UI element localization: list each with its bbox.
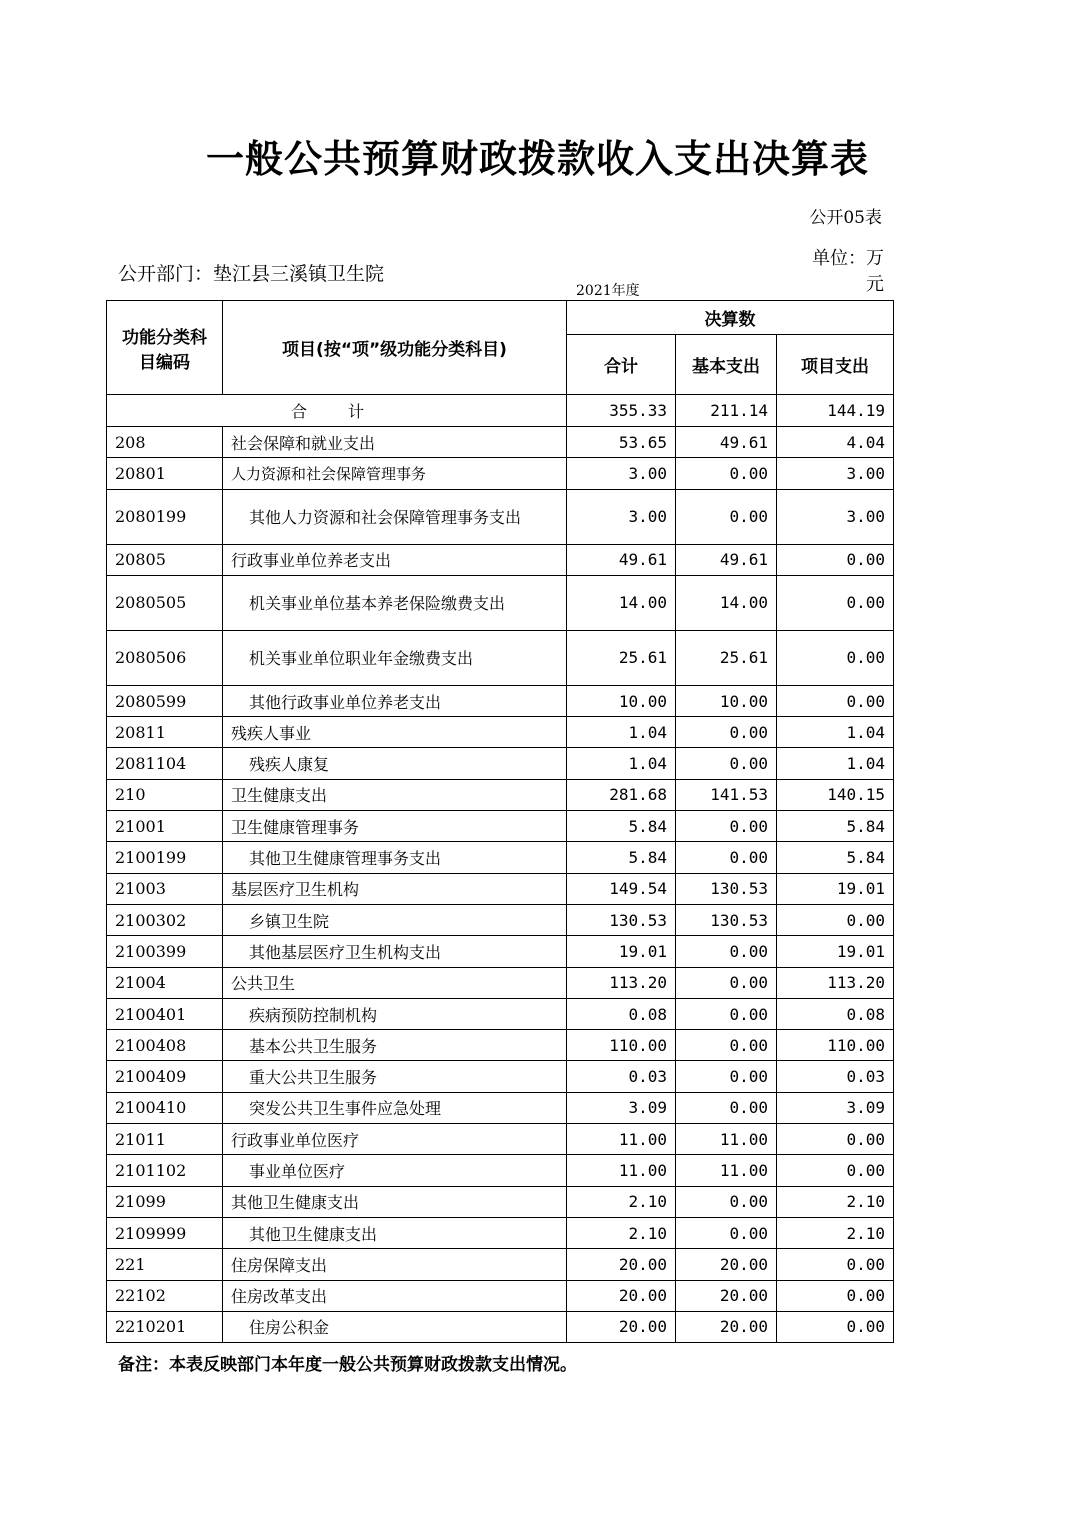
row-name: [223, 748, 567, 779]
row-code: 2100401: [107, 998, 223, 1029]
row-basic: 0.00: [676, 967, 777, 998]
row-code: 2210201: [107, 1311, 223, 1342]
row-name-text: 其他基层医疗卫生机构支出: [249, 942, 442, 962]
row-project: 0.00: [777, 630, 894, 685]
table-row: [107, 1280, 894, 1311]
row-total: 3.09: [567, 1092, 676, 1123]
row-project: 3.09: [777, 1092, 894, 1123]
header-item: 项目(按“项”级功能分类科目): [223, 301, 567, 395]
row-basic: 130.53: [676, 873, 777, 904]
row-project: 0.00: [777, 904, 894, 935]
row-name-text: 社会保障和就业支出: [231, 433, 376, 453]
row-name-text: 卫生健康支出: [231, 786, 328, 806]
row-basic: 0.00: [676, 1030, 777, 1061]
row-name-text: 其他卫生健康支出: [231, 1193, 360, 1213]
table-row: [107, 998, 894, 1029]
row-total: 20.00: [567, 1311, 676, 1342]
row-project: 110.00: [777, 1030, 894, 1061]
total-project: 144.19: [777, 395, 894, 427]
table-row: [107, 1155, 894, 1186]
table-row: [107, 904, 894, 935]
row-name: [223, 1186, 567, 1217]
row-total: 0.08: [567, 998, 676, 1029]
header-total: 合计: [567, 335, 676, 395]
row-name-text: 基本公共卫生服务: [249, 1036, 378, 1056]
row-name-text: 其他卫生健康管理事务支出: [249, 849, 442, 869]
table-row: [107, 489, 894, 544]
row-project: 0.00: [777, 1311, 894, 1342]
page-title: 一般公共预算财政拨款收入支出决算表: [205, 137, 869, 181]
row-basic: 0.00: [676, 489, 777, 544]
table-row: [107, 544, 894, 575]
appropriation-table: [106, 300, 894, 1343]
row-name: [223, 779, 567, 810]
row-name-text: 残疾人康复: [249, 755, 330, 775]
table-row: [107, 630, 894, 685]
header-group: 决算数: [567, 301, 894, 335]
table-row: [107, 685, 894, 716]
table-row: [107, 967, 894, 998]
row-code: 2101102: [107, 1155, 223, 1186]
row-basic: 20.00: [676, 1280, 777, 1311]
row-name-text: 其他人力资源和社会保障管理事务支出: [249, 508, 522, 528]
row-code: 21003: [107, 873, 223, 904]
row-name: [223, 489, 567, 544]
row-total: 11.00: [567, 1124, 676, 1155]
row-name-text: 基层医疗卫生机构: [231, 880, 360, 900]
row-project: 0.00: [777, 575, 894, 630]
row-name: [223, 575, 567, 630]
table-row: [107, 1092, 894, 1123]
table-row: [107, 427, 894, 458]
row-total: 5.84: [567, 842, 676, 873]
row-project: 3.00: [777, 458, 894, 489]
row-basic: 0.00: [676, 748, 777, 779]
row-total: 3.00: [567, 489, 676, 544]
row-total: 0.03: [567, 1061, 676, 1092]
table-row: [107, 1061, 894, 1092]
row-total: 2.10: [567, 1186, 676, 1217]
row-basic: 20.00: [676, 1249, 777, 1280]
row-project: 0.00: [777, 685, 894, 716]
table-row: [107, 575, 894, 630]
row-code: 2100408: [107, 1030, 223, 1061]
row-project: 0.00: [777, 1249, 894, 1280]
row-basic: 130.53: [676, 904, 777, 935]
row-name: [223, 811, 567, 842]
row-project: 113.20: [777, 967, 894, 998]
row-basic: 0.00: [676, 458, 777, 489]
row-project: 0.00: [777, 1124, 894, 1155]
row-name-text: 卫生健康管理事务: [231, 817, 360, 837]
row-name-text: 机关事业单位基本养老保险缴费支出: [249, 594, 506, 614]
row-code: 20811: [107, 717, 223, 748]
row-basic: 10.00: [676, 685, 777, 716]
row-name-text: 乡镇卫生院: [249, 911, 330, 931]
row-project: 5.84: [777, 842, 894, 873]
row-code: 2100302: [107, 904, 223, 935]
table-row: [107, 1030, 894, 1061]
row-code: 2080599: [107, 685, 223, 716]
row-name: [223, 967, 567, 998]
row-name: [223, 936, 567, 967]
row-name-text: 其他卫生健康支出: [249, 1224, 378, 1244]
department-label: 公开部门：垫江县三溪镇卫生院: [118, 263, 385, 285]
row-basic: 0.00: [676, 998, 777, 1029]
row-name: [223, 904, 567, 935]
row-code: 208: [107, 427, 223, 458]
row-name: [223, 1280, 567, 1311]
row-basic: 0.00: [676, 811, 777, 842]
row-project: 4.04: [777, 427, 894, 458]
table-row: [107, 811, 894, 842]
row-total: 1.04: [567, 717, 676, 748]
fiscal-year: 2021年度: [576, 283, 640, 299]
row-name: [223, 544, 567, 575]
table-row: [107, 842, 894, 873]
table-row: [107, 1186, 894, 1217]
row-project: 140.15: [777, 779, 894, 810]
unit-label: [806, 246, 884, 298]
row-basic: 0.00: [676, 936, 777, 967]
row-basic: 0.00: [676, 717, 777, 748]
table-row: [107, 936, 894, 967]
row-code: 2081104: [107, 748, 223, 779]
row-name-text: 突发公共卫生事件应急处理: [249, 1099, 442, 1119]
row-code: 210: [107, 779, 223, 810]
row-total: 19.01: [567, 936, 676, 967]
row-name: [223, 1092, 567, 1123]
row-code: 2100410: [107, 1092, 223, 1123]
row-name-text: 人力资源和社会保障管理事务: [231, 464, 427, 483]
row-project: 0.03: [777, 1061, 894, 1092]
row-code: 20805: [107, 544, 223, 575]
header-code: 功能分类科目编码: [107, 301, 223, 395]
row-name-text: 事业单位医疗: [249, 1161, 346, 1181]
row-name-text: 残疾人事业: [231, 723, 312, 743]
row-code: 2080199: [107, 489, 223, 544]
row-total: 14.00: [567, 575, 676, 630]
row-total: 25.61: [567, 630, 676, 685]
row-basic: 0.00: [676, 1186, 777, 1217]
table-row: [107, 748, 894, 779]
row-code: 221: [107, 1249, 223, 1280]
row-name: [223, 873, 567, 904]
row-name-text: 住房改革支出: [231, 1287, 328, 1307]
row-name: [223, 842, 567, 873]
row-total: 10.00: [567, 685, 676, 716]
row-total: 49.61: [567, 544, 676, 575]
row-code: 2080505: [107, 575, 223, 630]
row-total: 281.68: [567, 779, 676, 810]
row-project: 0.00: [777, 1155, 894, 1186]
unit-line-2: 元: [866, 274, 884, 295]
total-amount: 355.33: [567, 395, 676, 427]
row-basic: 0.00: [676, 1217, 777, 1248]
row-name: [223, 1061, 567, 1092]
row-name: [223, 427, 567, 458]
row-code: 21011: [107, 1124, 223, 1155]
row-name: [223, 1311, 567, 1342]
row-code: 21099: [107, 1186, 223, 1217]
row-project: 19.01: [777, 873, 894, 904]
row-name-text: 疾病预防控制机构: [249, 1005, 378, 1025]
row-total: 2.10: [567, 1217, 676, 1248]
row-project: 2.10: [777, 1186, 894, 1217]
table-row: [107, 873, 894, 904]
row-project: 0.00: [777, 1280, 894, 1311]
total-basic: 211.14: [676, 395, 777, 427]
row-project: 0.08: [777, 998, 894, 1029]
row-project: 1.04: [777, 748, 894, 779]
row-name-text: 行政事业单位医疗: [231, 1130, 360, 1150]
row-name: [223, 685, 567, 716]
row-name: [223, 458, 567, 489]
table-row: [107, 1124, 894, 1155]
row-total: 20.00: [567, 1280, 676, 1311]
table-row: [107, 1249, 894, 1280]
row-code: 2100199: [107, 842, 223, 873]
row-name-text: 公共卫生: [231, 974, 296, 994]
row-name: [223, 717, 567, 748]
row-name-text: 其他行政事业单位养老支出: [249, 692, 442, 712]
row-basic: 11.00: [676, 1155, 777, 1186]
row-basic: 0.00: [676, 1061, 777, 1092]
row-name-text: 机关事业单位职业年金缴费支出: [249, 649, 474, 669]
unit-line-1: 单位：万: [812, 248, 884, 269]
row-code: 21004: [107, 967, 223, 998]
form-number: 公开05表: [809, 208, 882, 228]
row-basic: 141.53: [676, 779, 777, 810]
table-row: [107, 717, 894, 748]
row-code: 2080506: [107, 630, 223, 685]
row-basic: 49.61: [676, 544, 777, 575]
row-total: 53.65: [567, 427, 676, 458]
row-code: 2100399: [107, 936, 223, 967]
row-name-text: 住房公积金: [249, 1318, 330, 1338]
row-name: [223, 1217, 567, 1248]
row-total: 149.54: [567, 873, 676, 904]
row-basic: 11.00: [676, 1124, 777, 1155]
row-project: 0.00: [777, 544, 894, 575]
row-code: 20801: [107, 458, 223, 489]
row-name: [223, 998, 567, 1029]
row-total: 113.20: [567, 967, 676, 998]
row-total: 130.53: [567, 904, 676, 935]
row-code: 2109999: [107, 1217, 223, 1248]
row-name: [223, 1249, 567, 1280]
row-project: 1.04: [777, 717, 894, 748]
row-name: [223, 1124, 567, 1155]
row-name-text: 住房保障支出: [231, 1255, 328, 1275]
row-basic: 0.00: [676, 1092, 777, 1123]
row-total: 11.00: [567, 1155, 676, 1186]
row-total: 3.00: [567, 458, 676, 489]
row-name: [223, 630, 567, 685]
row-total: 5.84: [567, 811, 676, 842]
row-project: 3.00: [777, 489, 894, 544]
row-name: [223, 1030, 567, 1061]
row-project: 5.84: [777, 811, 894, 842]
row-name-text: 重大公共卫生服务: [249, 1068, 378, 1088]
row-basic: 49.61: [676, 427, 777, 458]
row-code: 21001: [107, 811, 223, 842]
row-name-text: 行政事业单位养老支出: [231, 551, 392, 571]
row-code: 2100409: [107, 1061, 223, 1092]
total-row: [107, 395, 894, 427]
row-basic: 14.00: [676, 575, 777, 630]
total-label: 合 计: [107, 395, 567, 427]
footnote: 备注：本表反映部门本年度一般公共预算财政拨款支出情况。: [118, 1355, 577, 1375]
row-project: 2.10: [777, 1217, 894, 1248]
row-basic: 0.00: [676, 842, 777, 873]
row-code: 22102: [107, 1280, 223, 1311]
table-row: [107, 1311, 894, 1342]
row-total: 1.04: [567, 748, 676, 779]
table-row: [107, 458, 894, 489]
table-row: [107, 779, 894, 810]
row-total: 20.00: [567, 1249, 676, 1280]
row-basic: 25.61: [676, 630, 777, 685]
header-project: 项目支出: [777, 335, 894, 395]
row-total: 110.00: [567, 1030, 676, 1061]
row-project: 19.01: [777, 936, 894, 967]
row-basic: 20.00: [676, 1311, 777, 1342]
row-name: [223, 1155, 567, 1186]
table-row: [107, 1217, 894, 1248]
header-basic: 基本支出: [676, 335, 777, 395]
